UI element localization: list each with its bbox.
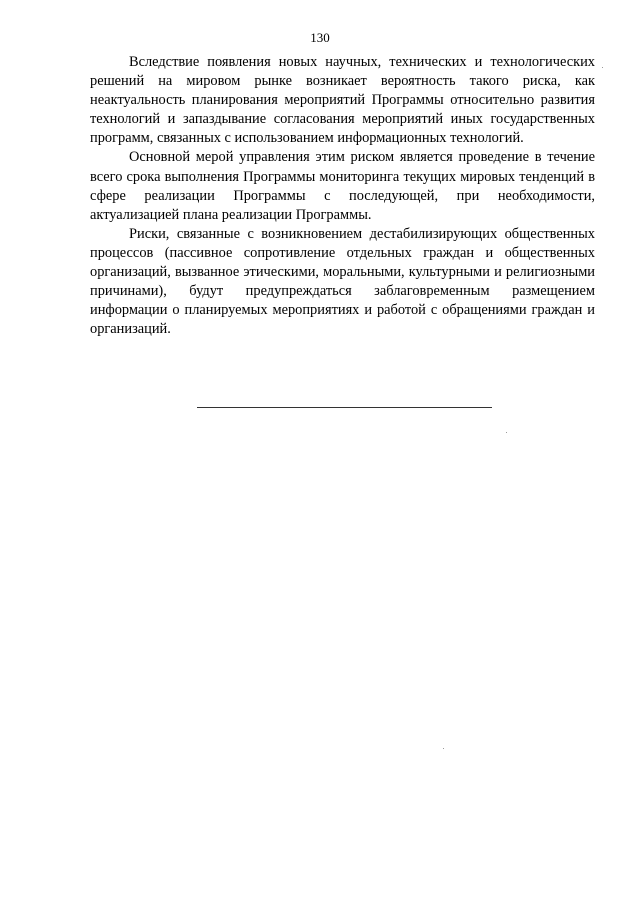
page-number: 130 [310,30,330,45]
paragraph-social-risks: Риски, связанные с возникновением дестабилизирующих общественных процессов (пассивное сопротивление отдельных граждан и общественных организаций, вызванное этическими, моральными, культурными и религиозными причинами), будут предупреждаться заблаговременным размещением информации о планируемых мероприятиях и работой с обращениями граждан и организаций. [90,225,595,338]
scan-artifact-dot [506,432,507,433]
paragraph-technology-risk: Вследствие появления новых научных, технических и технологических решений на мировом рынке возникает вероятность такого риска, как неактуальность планирования мероприятий Программы относительно развития технологий и запаздывание согласования мероприятий иных государственных программ, связанных с использованием информационных технологий. [90,54,595,147]
end-separator-line [197,407,492,408]
scan-artifact-dot [443,748,444,749]
paragraph-risk-management: Основной мерой управления этим риском является проведение в течение всего срока выполнения Программы мониторинга текущих мировых тенденций в сфере реализации Программы с последующей, при необходимости, актуализацией плана реализации Программы. [90,149,595,223]
scan-artifact-dot [602,67,603,68]
document-body [90,53,595,339]
